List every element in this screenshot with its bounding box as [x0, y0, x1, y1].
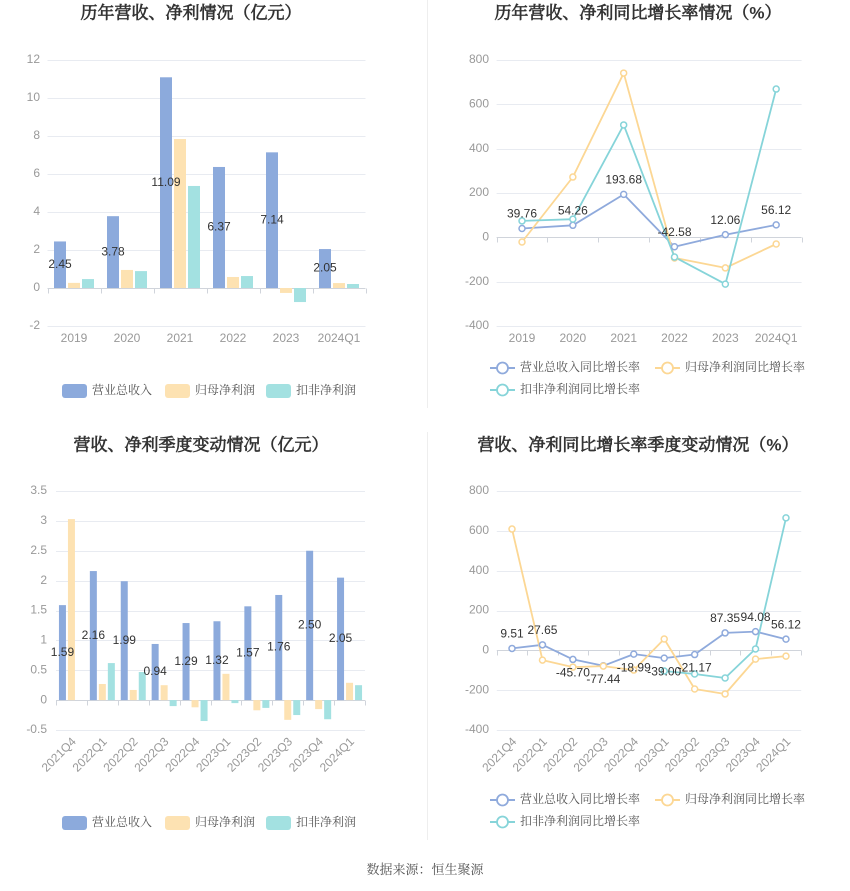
legend-label: 扣非净利润 [296, 815, 357, 830]
data-label: 11.09 [151, 174, 181, 189]
x-tick-label: 2023Q4 [285, 734, 327, 775]
x-tick-label: 2023Q4 [722, 734, 763, 775]
bar-deducted-net-profit [82, 279, 94, 288]
point-parent-net-profit-yoy [519, 239, 525, 245]
data-label: 12.06 [710, 212, 741, 227]
x-tick-label: 2022 [219, 331, 247, 346]
line-deducted-net-profit-yoy [664, 518, 786, 678]
data-label: 2.16 [81, 627, 106, 642]
x-tick-label: 2020 [559, 331, 587, 346]
legend-swatch-revenue [62, 384, 87, 398]
bar-deducted-net-profit [355, 685, 362, 700]
x-tick-label: 2022Q4 [601, 734, 642, 775]
data-label: 39.76 [507, 206, 538, 221]
point-parent-net-profit-yoy [773, 241, 779, 247]
bar-deducted-net-profit [241, 276, 253, 288]
legend-label: 扣非净利润同比增长率 [520, 382, 641, 397]
y-tick-label: 0 [33, 280, 40, 295]
data-label: 1.29 [174, 653, 198, 668]
legend-label: 营业总收入 [92, 383, 153, 398]
y-tick-label: -400 [464, 318, 489, 333]
chart-quarterly-growth-rate [465, 434, 805, 828]
data-label: 27.65 [527, 622, 558, 637]
point-deducted-net-profit-yoy [621, 122, 627, 128]
line-deducted-net-profit-yoy [522, 89, 776, 284]
chart-annual-growth-rate [465, 2, 805, 396]
point-revenue-yoy [519, 226, 525, 232]
x-tick-label: 2022Q4 [162, 734, 203, 775]
bar-parent-net-profit [130, 690, 137, 700]
data-label: 2.45 [48, 256, 72, 271]
legend-label: 归母净利润 [195, 815, 256, 830]
data-label: -42.58 [657, 224, 692, 239]
bar-parent-net-profit [222, 674, 229, 700]
y-tick-label: -200 [464, 682, 489, 697]
data-label: 56.12 [770, 617, 801, 632]
x-tick-label: 2023 [711, 331, 739, 346]
data-label: 2.05 [313, 260, 337, 275]
point-parent-net-profit-yoy [570, 174, 576, 180]
bar-deducted-net-profit [135, 271, 147, 288]
bar-deducted-net-profit [201, 700, 208, 721]
data-source-note: 数据来源：恒生聚源 [366, 862, 484, 877]
y-tick-label: 0.5 [30, 662, 47, 677]
y-tick-label: 800 [468, 52, 489, 67]
x-tick-label: 2024Q1 [317, 331, 361, 346]
data-label: 1.32 [205, 652, 229, 667]
bar-parent-net-profit [68, 519, 75, 700]
point-parent-net-profit-yoy [722, 265, 728, 271]
x-tick-label: 2022Q2 [540, 734, 581, 775]
y-tick-label: 400 [468, 140, 489, 155]
x-tick-label: 2022 [661, 331, 688, 346]
point-revenue-yoy [783, 636, 789, 642]
y-tick-label: 0 [482, 642, 489, 657]
point-revenue-yoy [539, 642, 545, 648]
point-revenue-yoy [621, 191, 627, 197]
y-tick-label: -400 [464, 722, 489, 737]
chart-annual-revenue-profit [27, 2, 367, 398]
legend-marker-icon [497, 363, 508, 374]
x-tick-label: 2023 [272, 331, 300, 346]
bar-parent-net-profit [280, 288, 292, 293]
legend-marker-icon [497, 795, 508, 806]
x-tick-label: 2023Q1 [193, 734, 234, 775]
x-tick-label: 2019 [60, 331, 88, 346]
data-label: 0.94 [143, 664, 167, 679]
x-tick-label: 2024Q1 [753, 734, 794, 775]
legend-swatch-deducted-net-profit [266, 816, 291, 830]
x-tick-label: 2023Q3 [255, 734, 296, 775]
bar-deducted-net-profit [347, 284, 359, 288]
bar-deducted-net-profit [262, 700, 269, 708]
y-tick-label: 3 [40, 513, 47, 528]
point-revenue-yoy [692, 652, 698, 658]
x-tick-label: 2021 [610, 331, 638, 346]
y-tick-label: 0 [40, 692, 47, 707]
bar-parent-net-profit [315, 700, 322, 709]
bar-parent-net-profit [192, 700, 199, 707]
y-tick-label: 0 [482, 229, 489, 244]
point-parent-net-profit-yoy [661, 636, 667, 642]
data-label: 94.08 [740, 609, 771, 624]
point-revenue-yoy [773, 222, 779, 228]
point-deducted-net-profit-yoy [773, 86, 779, 92]
legend-marker-icon [662, 363, 673, 374]
y-tick-label: 2.5 [30, 542, 47, 557]
legend-label: 营业总收入同比增长率 [520, 360, 641, 375]
chart-quarterly-revenue-profit [26, 434, 365, 830]
x-tick-label: 2022Q3 [570, 734, 611, 775]
chart-title: 历年营收、净利情况（亿元） [80, 3, 302, 23]
bar-deducted-net-profit [324, 700, 331, 719]
data-label: 87.35 [710, 611, 741, 626]
point-deducted-net-profit-yoy [783, 515, 789, 521]
data-label: 54.26 [557, 203, 588, 218]
data-label: -77.44 [586, 671, 621, 686]
y-tick-label: 2 [40, 572, 47, 587]
legend-swatch-parent-net-profit [165, 384, 190, 398]
bar-parent-net-profit [161, 685, 168, 700]
chart-title: 营收、净利季度变动情况（亿元） [73, 435, 329, 455]
bar-deducted-net-profit [108, 663, 115, 700]
point-revenue-yoy [722, 232, 728, 238]
bar-parent-net-profit [99, 684, 106, 700]
data-label: 1.59 [50, 644, 75, 659]
y-tick-label: -0.5 [26, 722, 47, 737]
bar-parent-net-profit [227, 277, 239, 288]
point-revenue-yoy [631, 651, 637, 657]
point-parent-net-profit-yoy [509, 526, 515, 532]
y-tick-label: -200 [464, 273, 489, 288]
y-tick-label: 1 [40, 632, 47, 647]
point-revenue-yoy [509, 645, 515, 651]
data-label: -21.17 [677, 660, 712, 675]
x-tick-label: 2021Q4 [38, 734, 79, 775]
bar-parent-net-profit [68, 283, 80, 288]
point-revenue-yoy [570, 656, 576, 662]
bar-parent-net-profit [253, 700, 260, 710]
y-tick-label: 800 [468, 483, 489, 498]
data-label: 1.76 [267, 639, 291, 654]
legend-label: 归母净利润同比增长率 [685, 360, 806, 375]
data-label: 3.78 [101, 244, 125, 259]
x-tick-label: 2022Q3 [131, 734, 172, 775]
x-tick-label: 2023Q2 [661, 734, 703, 775]
point-parent-net-profit-yoy [539, 657, 545, 663]
legend-label: 扣非净利润 [296, 383, 357, 398]
data-label: 1.99 [112, 632, 136, 647]
legend-marker-icon [497, 385, 508, 396]
x-tick-label: 2023Q2 [224, 734, 265, 775]
bar-deducted-net-profit [294, 288, 306, 302]
x-tick-label: 2022Q1 [509, 734, 550, 775]
bar-deducted-net-profit [188, 186, 200, 288]
bar-parent-net-profit [121, 270, 133, 288]
data-label: 1.57 [236, 645, 260, 660]
x-tick-label: 2021Q4 [479, 734, 520, 775]
legend-swatch-parent-net-profit [165, 816, 190, 830]
point-parent-net-profit-yoy [692, 686, 698, 692]
x-tick-label: 2024Q1 [754, 331, 798, 346]
point-revenue-yoy [661, 655, 667, 661]
bar-deducted-net-profit [231, 700, 238, 703]
data-label: -39.00 [647, 664, 682, 679]
bar-deducted-net-profit [293, 700, 300, 715]
x-tick-label: 2022Q1 [69, 734, 110, 775]
y-tick-label: 8 [33, 128, 40, 143]
chart-title: 历年营收、净利同比增长率情况（%） [494, 3, 782, 23]
x-tick-label: 2020 [113, 331, 141, 346]
bar-parent-net-profit [174, 139, 186, 288]
data-label: -45.70 [555, 665, 590, 680]
point-deducted-net-profit-yoy [722, 281, 728, 287]
y-tick-label: 200 [468, 602, 489, 617]
point-deducted-net-profit-yoy [722, 675, 728, 681]
data-label: 6.37 [207, 219, 231, 234]
legend-label: 归母净利润 [195, 383, 256, 398]
point-parent-net-profit-yoy [621, 70, 627, 76]
data-label: 2.50 [297, 617, 322, 632]
bar-parent-net-profit [333, 283, 345, 288]
point-deducted-net-profit-yoy [753, 646, 759, 652]
y-tick-label: 1.5 [30, 602, 47, 617]
legend-marker-icon [662, 795, 673, 806]
legend-label: 营业总收入同比增长率 [520, 792, 641, 807]
x-tick-label: 2023Q3 [692, 734, 733, 775]
point-revenue-yoy [672, 244, 678, 250]
data-label: 193.68 [605, 172, 643, 187]
y-tick-label: 400 [468, 562, 489, 577]
legend-swatch-revenue [62, 816, 87, 830]
bar-parent-net-profit [346, 683, 353, 700]
point-revenue-yoy [753, 629, 759, 635]
point-revenue-yoy [722, 630, 728, 636]
legend-label: 营业总收入 [92, 815, 153, 830]
y-tick-label: 600 [468, 523, 489, 538]
y-tick-label: 200 [468, 185, 489, 200]
bar-parent-net-profit [284, 700, 291, 720]
y-tick-label: 10 [26, 90, 40, 105]
point-parent-net-profit-yoy [722, 691, 728, 697]
point-deducted-net-profit-yoy [672, 254, 678, 260]
legend-marker-icon [497, 817, 508, 828]
point-parent-net-profit-yoy [753, 656, 759, 662]
bar-deducted-net-profit [170, 700, 177, 706]
point-revenue-yoy [570, 222, 576, 228]
y-tick-label: -2 [29, 318, 40, 333]
y-tick-label: 4 [33, 204, 40, 219]
y-tick-label: 6 [33, 166, 40, 181]
legend-label: 扣非净利润同比增长率 [520, 814, 641, 829]
legend-label: 归母净利润同比增长率 [685, 792, 806, 807]
point-parent-net-profit-yoy [600, 663, 606, 669]
data-label: 7.14 [260, 212, 284, 227]
legend-swatch-deducted-net-profit [266, 384, 291, 398]
data-label: 56.12 [761, 203, 792, 218]
chart-title: 营收、净利同比增长率季度变动情况（%） [477, 435, 799, 455]
y-tick-label: 3.5 [30, 483, 47, 498]
x-tick-label: 2024Q1 [316, 734, 357, 775]
data-label: -18.99 [616, 660, 651, 675]
y-tick-label: 600 [468, 96, 489, 111]
data-label: 2.05 [328, 631, 353, 646]
y-tick-label: 12 [26, 52, 40, 67]
point-parent-net-profit-yoy [783, 653, 789, 659]
data-label: 9.51 [500, 626, 524, 641]
x-tick-label: 2021 [166, 331, 194, 346]
x-tick-label: 2023Q1 [631, 734, 672, 775]
x-tick-label: 2022Q2 [100, 734, 141, 775]
y-tick-label: 2 [33, 242, 40, 257]
x-tick-label: 2019 [508, 331, 536, 346]
